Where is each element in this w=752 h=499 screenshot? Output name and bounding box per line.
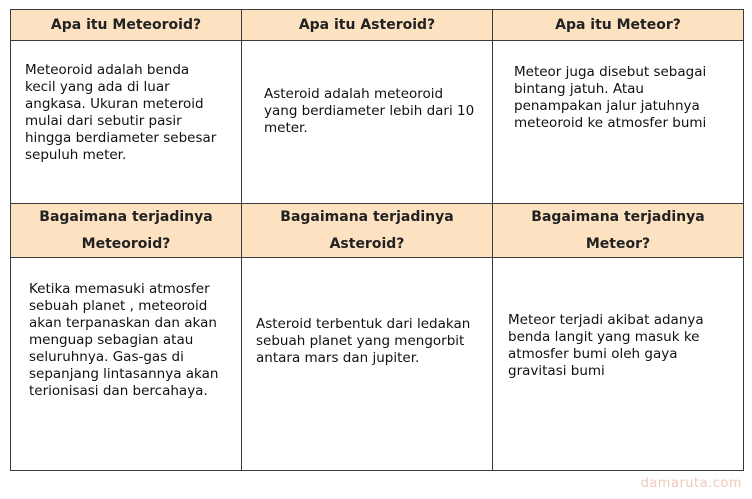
- header-meteoroid-formation: [11, 204, 242, 258]
- header-asteroid-formation-line1: Bagaimana terjadinya: [280, 209, 454, 225]
- header-asteroid-text: Apa itu Asteroid?: [298, 17, 436, 33]
- body-asteroid-definition: [242, 41, 493, 204]
- header-meteor: [493, 10, 743, 41]
- header-meteoroid-formation-line2: Meteoroid?: [81, 236, 171, 252]
- body-meteoroid-definition: [11, 41, 242, 204]
- header-asteroid-formation: [242, 204, 493, 258]
- header-meteor-text: Apa itu Meteor?: [555, 17, 681, 33]
- body-meteoroid-definition-text: Meteoroid adalah benda kecil yang ada di luar angkasa. Ukuran meteroid mulai dari sebutir pasir hingga berdiameter sebesar sepuluh meter.: [25, 62, 217, 163]
- body-meteoroid-formation-text: Ketika memasuki atmosfer sebuah planet , meteoroid akan terpanaskan dan akan menguap sebagian atau seluruhnya. Gas-gas di sepanjang lintasannya akan terionisasi dan bercahaya.: [29, 281, 219, 399]
- watermark: damaruta.com: [640, 476, 742, 491]
- body-meteor-definition: [493, 41, 743, 204]
- header-meteor-formation-line2: Meteor?: [585, 236, 651, 252]
- header-asteroid-formation-line2: Asteroid?: [329, 236, 405, 252]
- header-meteoroid-formation-line1: Bagaimana terjadinya: [39, 209, 213, 225]
- info-table: [10, 9, 744, 471]
- body-meteoroid-formation: [11, 258, 242, 470]
- header-asteroid: [242, 10, 493, 41]
- body-asteroid-definition-text: Asteroid adalah meteoroid yang berdiameter lebih dari 10 meter.: [264, 86, 475, 136]
- body-meteor-formation: [493, 258, 743, 470]
- header-meteoroid: [11, 10, 242, 41]
- body-asteroid-formation-text: Asteroid terbentuk dari ledakan sebuah planet yang mengorbit antara mars dan jupiter.: [256, 316, 471, 366]
- header-meteor-formation: [493, 204, 743, 258]
- body-meteor-formation-text: Meteor terjadi akibat adanya benda langit yang masuk ke atmosfer bumi oleh gaya gravitasi bumi: [508, 312, 704, 379]
- header-meteoroid-text: Apa itu Meteoroid?: [50, 17, 202, 33]
- header-meteor-formation-line1: Bagaimana terjadinya: [531, 209, 705, 225]
- body-meteor-definition-text: Meteor juga disebut sebagai bintang jatuh. Atau penampakan jalur jatuhnya meteoroid ke atmosfer bumi: [514, 64, 707, 131]
- body-asteroid-formation: [242, 258, 493, 470]
